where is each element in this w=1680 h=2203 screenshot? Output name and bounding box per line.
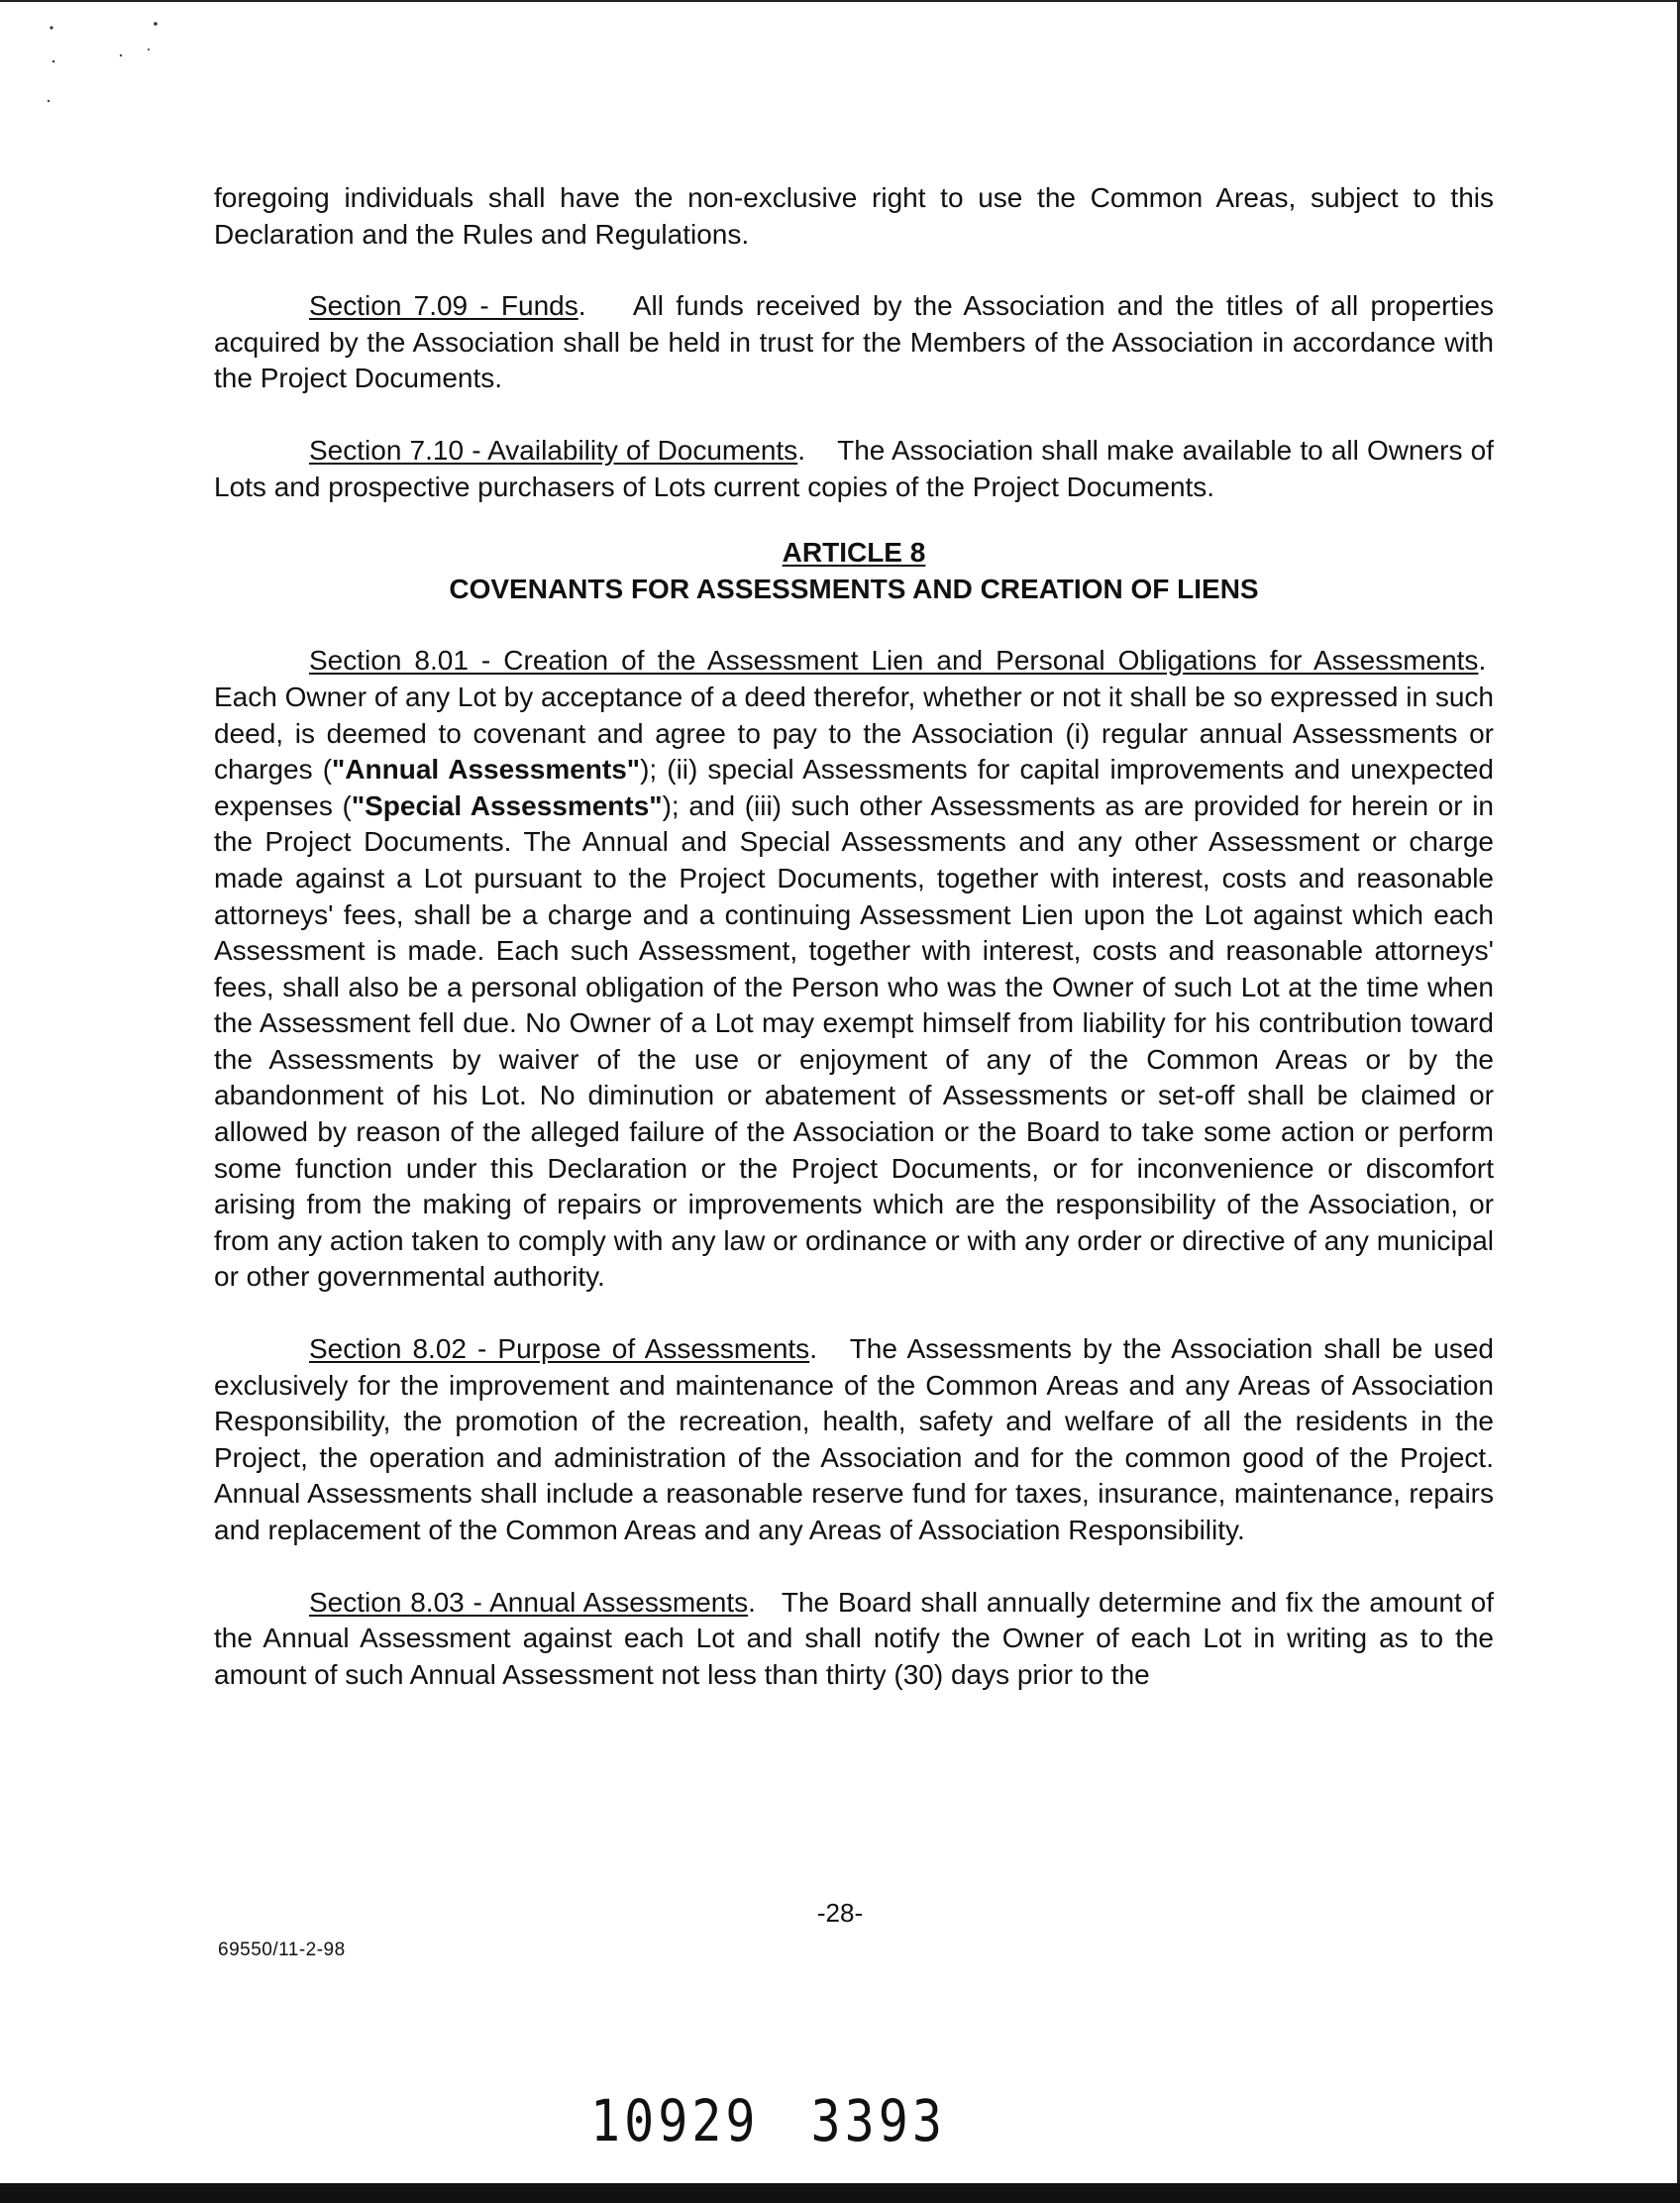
section-8-01-heading: Section 8.01 - Creation of the Assessment Lien and Personal Obligations for Assessments [309, 645, 1479, 677]
section-8-03: Section 8.03 - Annual Assessments. The Board shall annually determine and fix the amount of the Annual Assessment against each Lot and shall notify the Owner of each Lot in writing as to the amount of such Annual Assessment not less than thirty (30) days prior to the [214, 1586, 1494, 1690]
page-number: -28- [816, 1898, 864, 1928]
section-8-01-text-3: ); and (iii) such other Assessments as are provided for herein or in the Project Documents. The Annual and Special Assessments and any other Assessment or charge made against a Lot pursuant to the Project Documents, together with interest, costs and reasonable attorneys' fees, shall be a charge and a continuing Assessment Lien upon the Lot against which each Assessment is made. Each such Assessment, together with interest, costs and reasonable attorneys' fees, shall also be a personal obligation of the Person who was the Owner of such Lot at the time when the Assessment fell due. No Owner of a Lot may exempt himself from liability for his contribution toward the Assessments by waiver of the use or enjoyment of any of the Common Areas or by the abandonment of his Lot. No diminution or abatement of Assessments or set-off shall be claimed or allowed by reason of the alleged failure of the Association or the Board to take some action or perform some function under this Declaration or the Project Documents, or for inconvenience or discomfort arising from the making of repairs or improvements which are the responsibility of the Association, or from any action taken to comply with any law or ordinance or with any order or directive of any municipal or other governmental authority. [214, 789, 1494, 1293]
section-7-09-text: All funds received by the Association and the titles of all properties acquired by the Association shall be held in trust for the Members of the Association in accordance with the Project Documents. [214, 290, 1495, 394]
defined-term-special-assessments: "Special Assessments" [351, 789, 663, 821]
defined-term-annual-assessments: "Annual Assessments" [332, 754, 641, 786]
article-number: ARTICLE 8 [782, 537, 926, 569]
section-7-09-heading: Section 7.09 - Funds [309, 290, 578, 322]
section-7-10: Section 7.10 - Availability of Documents. The Association shall make available to all Owners of Lots and prospective purchasers of Lots current copies of the Project Documents. [214, 434, 1494, 502]
section-8-01-text-2: ); (ii) special Assessments for capital improvements and unexpected expenses ( [214, 754, 1494, 821]
section-8-02-text: The Assessments by the Association shall be used exclusively for the improvement and maintenance of the Common Areas and any Areas of Association Responsibility, the promotion of the recreation, health, safety and welfare of all the residents in the Project, the operation and administration of the Association and for the common good of the Project. Annual Assessments shall include a reasonable reserve fund for taxes, insurance, maintenance, repairs and replacement of the Common Areas and any Areas of Association Responsibility. [214, 1333, 1494, 1545]
section-8-02: Section 8.02 - Purpose of Assessments. The Assessments by the Association shall be used exclusively for the improvement and maintenance of the Common Areas and any Areas of Association Responsibility, the promotion of the recreation, health, safety and welfare of all the residents in the Project, the operation and administration of the Association and for the common good of the Project. Annual Assessments shall include a reasonable reserve fund for taxes, insurance, maintenance, repairs and replacement of the Common Areas and any Areas of Association Responsibility. [214, 1333, 1494, 1545]
document-id: 69550/11-2-98 [218, 1940, 346, 1960]
article-heading [214, 535, 1494, 607]
page-top-edge [0, 0, 1680, 2]
stamp-page-number: 3393 [810, 2088, 946, 2154]
section-8-01-text-1: Each Owner of any Lot by acceptance of a deed therefor, whether or not it shall be so expressed in such deed, is deemed to covenant and agree to pay to the Association (i) regular annual Assessments or charges ( [214, 681, 1494, 786]
section-8-03-heading: Section 8.03 - Annual Assessments [309, 1586, 749, 1618]
section-8-03-text: The Board shall annually determine and fix the amount of the Annual Assessment against each Lot and shall notify the Owner of each Lot in writing as to the amount of such Annual Assessment not less than thirty (30) days prior to the [214, 1586, 1494, 1690]
section-8-02-heading: Section 8.02 - Purpose of Assessments [309, 1333, 810, 1365]
intro-paragraph: foregoing individuals shall have the non-exclusive right to use the Common Areas, subject to this Declaration and the Rules and Regulations. [214, 182, 1494, 250]
scan-specks [40, 10, 178, 119]
document-body [214, 180, 1494, 1693]
page-bottom-edge [0, 2183, 1680, 2203]
stamp-book-number: 10929 [590, 2088, 760, 2154]
section-7-10-heading: Section 7.10 - Availability of Documents [309, 434, 798, 466]
section-7-10-text: The Association shall make available to all Owners of Lots and prospective purchasers of Lots current copies of the Project Documents. [214, 434, 1494, 502]
article-title: COVENANTS FOR ASSESSMENTS AND CREATION OF LIENS [449, 573, 1259, 604]
section-8-01: Section 8.01 - Creation of the Assessment Lien and Personal Obligations for Assessments. Each Owner of any Lot by acceptance of a deed therefor, whether or not it shall be so expressed in such deed, is deemed to covenant and agree to pay to the Association (i) regular annual Assessments or charges ("Annual Assessments"); (ii) special Assessments for capital improvements and unexpected expenses ("Special Assessments"); and (iii) such other Assessments as are provided for herein or in the Project Documents. The Annual and Special Assessments and any other Assessment or charge made against a Lot pursuant to the Project Documents, together with interest, costs and reasonable attorneys' fees, shall be a charge and a continuing Assessment Lien upon the Lot against which each Assessment is made. Each such Assessment, together with interest, costs and reasonable attorneys' fees, shall also be a personal obligation of the Person who was the Owner of such Lot at the time when the Assessment fell due. No Owner of a Lot may exempt himself from liability for his contribution toward the Assessments by waiver of the use or enjoyment of any of the Common Areas or by the abandonment of his Lot. No diminution or abatement of Assessments or set-off shall be claimed or allowed by reason of the alleged failure of the Association or the Board to take some action or perform some function under this Declaration or the Project Documents, or for inconvenience or discomfort arising from the making of repairs or improvements which are the responsibility of the Association, or from any action taken to comply with any law or ordinance or with any order or directive of any municipal or other governmental authority. [214, 645, 1494, 1293]
recording-stamp [590, 2088, 946, 2154]
section-7-09: Section 7.09 - Funds. All funds received by the Association and the titles of all properties acquired by the Association shall be held in trust for the Members of the Association in accordance with the Project Documents. [214, 290, 1495, 394]
